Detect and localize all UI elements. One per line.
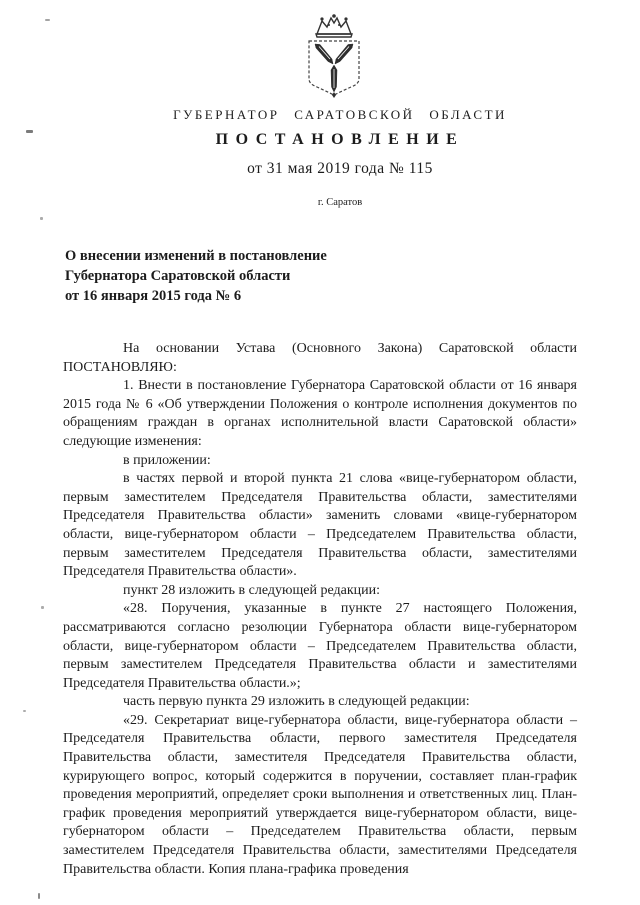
doc-date-line: от 31 мая 2019 года № 115 — [247, 160, 433, 177]
body-paragraph: часть первую пункта 29 изложить в следующей редакции: — [123, 694, 470, 710]
org-name-line: ГУБЕРНАТОР САРАТОВСКОЙ ОБЛАСТИ — [173, 107, 507, 122]
preamble-line-2: ПОСТАНОВЛЯЮ: — [63, 359, 177, 375]
scan-artifact — [26, 130, 33, 133]
subject-line-1: О внесении изменений в постановление — [65, 248, 327, 264]
body-paragraph: «28. Поручения, указанные в пункте 27 настоящего Положения, рассматриваются согласно резолюции Губернатора области вице-губернатором области, вице-губернатором области – Председателем Правительства области, первым заместителем Председателя Правительства области и заместителями Председателя Правительства области.»; — [63, 601, 577, 691]
scan-artifact — [23, 710, 26, 712]
doc-place-line: г. Саратов — [317, 197, 363, 208]
scan-artifact — [40, 217, 43, 220]
scan-artifact — [45, 19, 50, 21]
body-paragraph: в приложении: — [123, 452, 211, 468]
subject-line-3: от 16 января 2015 года № 6 — [65, 288, 242, 304]
doc-subject-block — [65, 246, 327, 306]
subject-line-2: Губернатора Саратовской области — [65, 268, 291, 284]
body-paragraph: 1. Внести в постановление Губернатора Саратовской области от 16 января 2015 года № 6 «Об утверждении Положения о контроле исполнения документов по обращениям граждан в органах исполнительной власти Саратовской области» следующие изменения: — [63, 378, 577, 449]
scan-artifact — [38, 893, 40, 899]
body-paragraph: «29. Секретариат вице-губернатора области, вице-губернатора области – Председателя Правительства области, первого заместителя Председателя Правительства области, заместителя Председателя Правительства области, курирующего вопрос, который содержится в поручении, составляет план-график проведения мероприятий, определяет сроки выполнения и ответственных лиц. План-график проведения мероприятий утверждается вице-губернатором области, вице-губернатором области – Председателем Правительства области, первым заместителем Председателя Правительства области, заместителями Председателя Правительства области. Копия плана-графика проведения — [63, 712, 577, 877]
doc-type-title: ПОСТАНОВЛЕНИЕ — [215, 131, 465, 148]
preamble-paragraph — [63, 340, 577, 377]
scan-artifact — [41, 606, 44, 609]
doc-body — [63, 340, 577, 879]
preamble-line-1: На основании Устава (Основного Закона) Саратовской области — [123, 341, 577, 356]
body-paragraph: в частях первой и второй пункта 21 слова «вице-губернатором области, первым заместителем Председателя Правительства области, заместителями Председателя Правительства области» заменить словами «вице-губернатором области, вице-губернатором области – Председателем Правительства области, первым заместителем Председателя Правительства области, заместителями Председателя Правительства области». — [63, 471, 577, 580]
body-paragraph: пункт 28 изложить в следующей редакции: — [123, 582, 380, 598]
coat-of-arms-icon — [304, 13, 364, 98]
